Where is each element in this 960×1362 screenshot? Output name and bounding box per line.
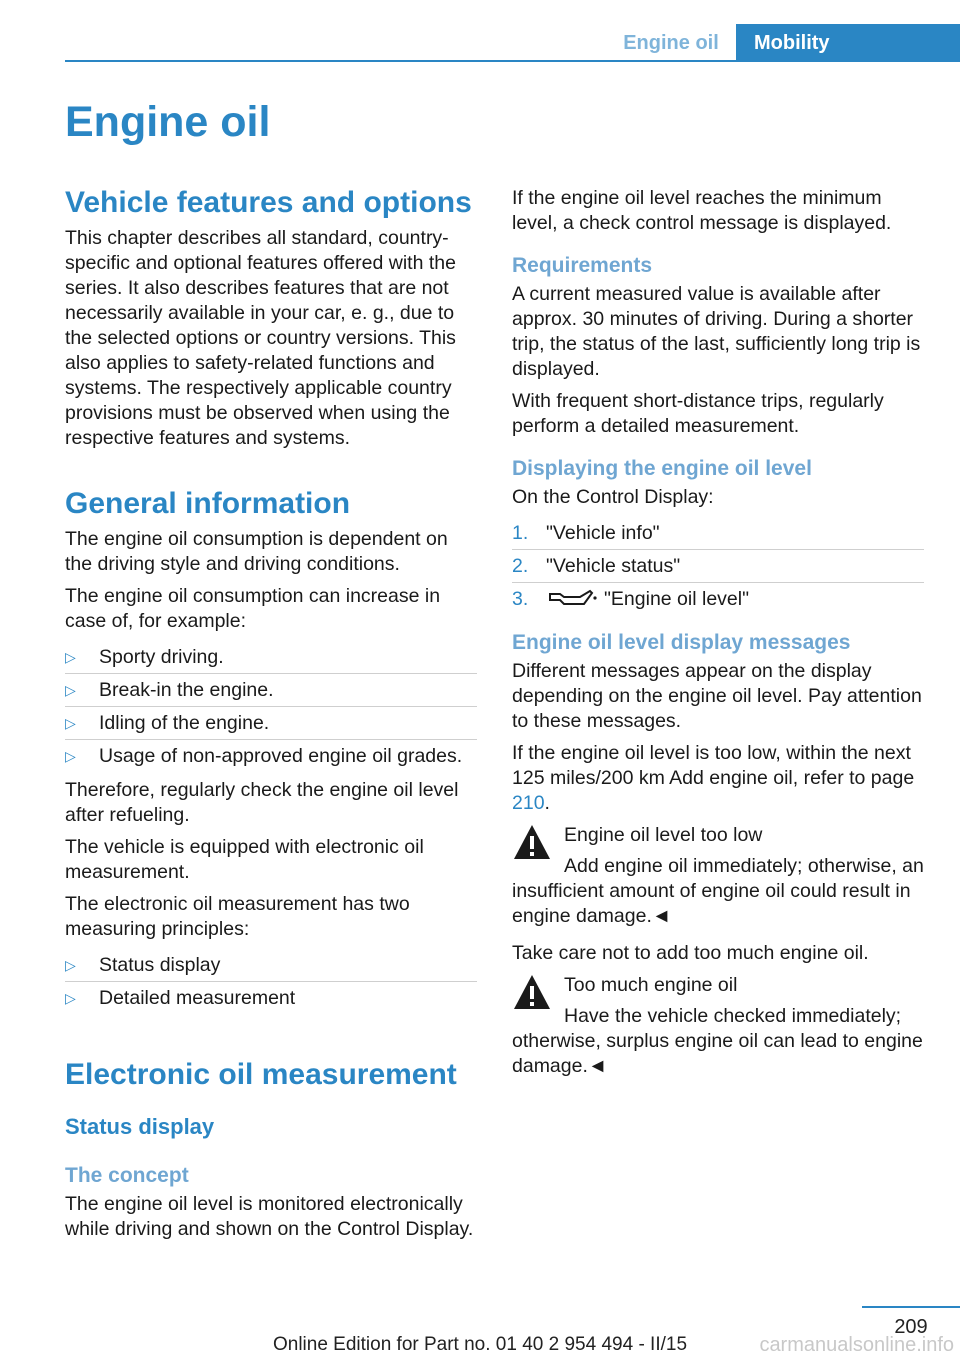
- heading-electronic: Electronic oil measurement: [65, 1058, 457, 1091]
- paragraph-general-1: The engine oil consumption is dependent on the driving style and driving conditions.: [65, 528, 448, 575]
- heading-features: Vehicle features and options: [65, 186, 472, 219]
- chapter-tab[interactable]: Mobility: [736, 24, 960, 62]
- paragraph-messages: Different messages appear on the display depending on the engine oil level. Pay attention to these messages.: [512, 660, 922, 732]
- page-reference-link[interactable]: 210: [512, 792, 545, 814]
- list-item: ▷ Idling of the engine.: [65, 707, 477, 740]
- steps-list: [512, 517, 924, 615]
- warning-icon: [512, 973, 552, 1011]
- paragraph-requirements-1: A current measured value is available after approx. 30 minutes of driving. During a shorter trip, the status of the last, sufficiently long trip is displayed.: [512, 283, 921, 380]
- heading-concept: The concept: [65, 1164, 189, 1187]
- page-number: 209: [894, 1316, 928, 1338]
- triangle-bullet-icon: ▷: [65, 715, 76, 731]
- bullet-list-principles: [65, 949, 477, 1014]
- list-item: ▷ Usage of non-approved engine oil grades.: [65, 745, 463, 767]
- step-item: 3. "Engine oil level": [512, 588, 750, 610]
- bullet-list-causes: [65, 641, 477, 772]
- paragraph-general-3: Therefore, regularly check the engine oil level after refueling.: [65, 779, 459, 826]
- paragraph-features: This chapter describes all standard, country-specific and optional features offered with the series. It also describes features that are not necessarily available in your car, e. g., due to the selected options or country versions. This also applies to safety-related functions and systems. The respectively applicable country provisions must be observed when using the respective features and systems.: [65, 227, 456, 449]
- paragraph-general-4: The vehicle is equipped with electronic oil measurement.: [65, 836, 424, 883]
- paragraph-concept: The engine oil level is monitored electronically while driving and shown on the Control Display.: [65, 1193, 474, 1240]
- heading-messages: Engine oil level display messages: [512, 631, 851, 654]
- heading-requirements: Requirements: [512, 254, 653, 277]
- paragraph-control-display: On the Control Display:: [512, 486, 714, 508]
- list-item: ▷ Break-in the engine.: [65, 674, 477, 707]
- paragraph-requirements-2: With frequent short-distance trips, regularly perform a detailed measurement.: [512, 390, 884, 437]
- warning-title: Too much engine oil: [564, 974, 738, 996]
- triangle-bullet-icon: ▷: [65, 990, 76, 1006]
- chapter-title: Engine oil: [65, 98, 271, 146]
- paragraph-general-5: The electronic oil measurement has two measuring principles:: [65, 893, 410, 940]
- heading-status-display: Status display: [65, 1114, 215, 1139]
- footer-rule: [862, 1306, 960, 1308]
- warning-icon: [512, 823, 552, 861]
- warning-too-much-oil: [512, 973, 924, 1079]
- paragraph-general-2: The engine oil consumption can increase in case of, for example:: [65, 585, 441, 632]
- warning-low-oil: [512, 823, 924, 929]
- heading-displaying: Displaying the engine oil level: [512, 457, 812, 480]
- triangle-bullet-icon: ▷: [65, 649, 76, 665]
- triangle-bullet-icon: ▷: [65, 957, 76, 973]
- warning-title: Engine oil level too low: [564, 824, 763, 846]
- paragraph-too-low: If the engine oil level is too low, within the next 125 miles/200 km Add engine oil, refer to page 210.: [512, 742, 915, 814]
- list-item: ▷ Sporty driving.: [65, 641, 477, 674]
- heading-general: General information: [65, 487, 351, 520]
- triangle-bullet-icon: ▷: [65, 682, 76, 698]
- list-item: ▷ Status display: [65, 949, 477, 982]
- warning-text: Have the vehicle checked immediately; otherwise, surplus engine oil can lead to engine damage.◄: [512, 1005, 923, 1077]
- left-column: [65, 186, 477, 1249]
- warning-text: Add engine oil immediately; otherwise, an insufficient amount of engine oil could result in engine damage.◄: [512, 855, 924, 927]
- paragraph-care: Take care not to add too much engine oil.: [512, 942, 869, 964]
- edition-footer: Online Edition for Part no. 01 40 2 954 494 - II/15: [272, 1334, 688, 1355]
- step-item: 2. "Vehicle status": [512, 550, 924, 583]
- watermark: carmanualsonline.info: [759, 1334, 954, 1356]
- paragraph-minimum: If the engine oil level reaches the minimum level, a check control message is displayed.: [512, 187, 892, 234]
- triangle-bullet-icon: ▷: [65, 748, 76, 764]
- list-item: ▷ Detailed measurement: [65, 987, 296, 1009]
- right-column: [512, 186, 924, 1087]
- section-tab[interactable]: Engine oil: [623, 32, 719, 54]
- step-item: 1. "Vehicle info": [512, 517, 924, 550]
- oil-can-icon: [546, 588, 598, 608]
